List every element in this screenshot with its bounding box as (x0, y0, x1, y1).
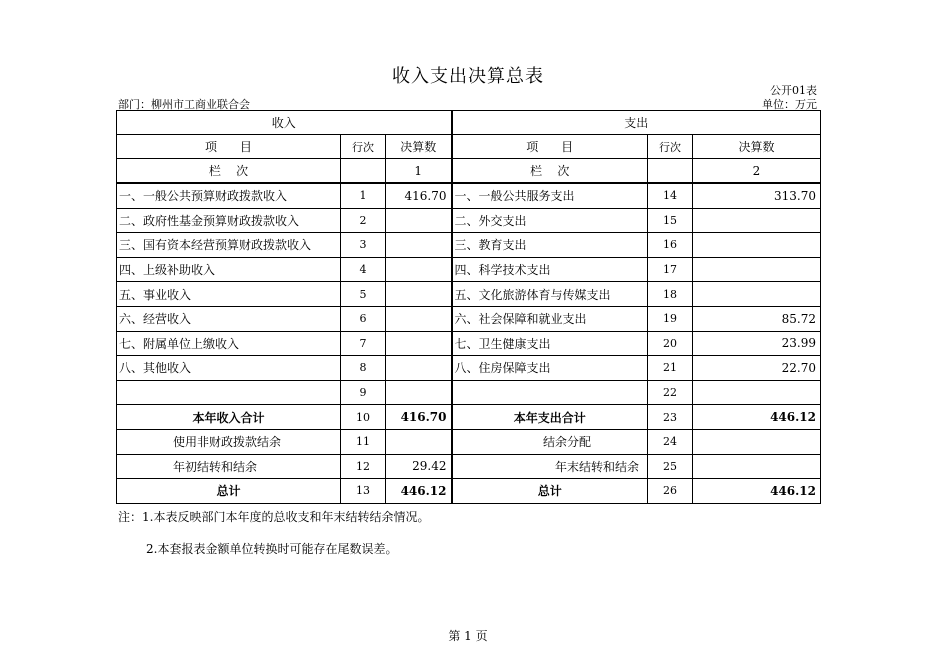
line-number: 2 (341, 208, 386, 233)
table-row (117, 380, 821, 405)
income-amount (386, 282, 452, 307)
nonfiscal-row (117, 429, 821, 454)
grand-expense-total-amount: 446.12 (693, 479, 821, 504)
empty-cell (341, 159, 386, 184)
expense-item: 一、一般公共服务支出 (452, 183, 648, 208)
form-code: 公开01表 (770, 84, 817, 97)
table-row (117, 306, 821, 331)
line-number: 26 (648, 479, 693, 504)
expense-column-label: 栏 次 (452, 159, 648, 184)
line-number: 20 (648, 331, 693, 356)
expense-amount (693, 233, 821, 258)
expense-amount: 23.99 (693, 331, 821, 356)
income-item: 一、一般公共预算财政拨款收入 (117, 183, 341, 208)
expense-item-header: 项 目 (452, 135, 648, 159)
page-title: 收入支出决算总表 (392, 66, 544, 87)
expense-amount (693, 208, 821, 233)
expense-item: 八、住房保障支出 (452, 356, 648, 381)
expense-item: 七、卫生健康支出 (452, 331, 648, 356)
income-amount-header: 决算数 (386, 135, 452, 159)
grand-expense-total-label: 总计 (452, 479, 648, 504)
income-amount (386, 233, 452, 258)
income-amount (386, 306, 452, 331)
income-item: 二、政府性基金预算财政拨款收入 (117, 208, 341, 233)
page-number: 第 1 页 (448, 629, 488, 643)
line-number: 23 (648, 405, 693, 430)
line-number: 16 (648, 233, 693, 258)
table-row (117, 233, 821, 258)
nonfiscal-label: 使用非财政拨款结余 (117, 429, 341, 454)
expense-amount: 313.70 (693, 183, 821, 208)
nonfiscal-amount (386, 429, 452, 454)
carryover-row (117, 454, 821, 479)
line-number: 21 (648, 356, 693, 381)
income-column-number: 1 (386, 159, 452, 184)
line-number: 10 (341, 405, 386, 430)
line-number: 1 (341, 183, 386, 208)
header-row-column-numbers (117, 159, 821, 184)
line-number: 3 (341, 233, 386, 258)
grand-income-total-label: 总计 (117, 479, 341, 504)
income-column-label: 栏 次 (117, 159, 341, 184)
expense-item (452, 380, 648, 405)
expense-item: 四、科学技术支出 (452, 257, 648, 282)
table-row (117, 282, 821, 307)
income-item: 四、上级补助收入 (117, 257, 341, 282)
surplus-allocation-amount (693, 429, 821, 454)
line-number: 18 (648, 282, 693, 307)
expense-amount: 85.72 (693, 306, 821, 331)
expense-item: 三、教育支出 (452, 233, 648, 258)
empty-cell (648, 159, 693, 184)
income-item: 五、事业收入 (117, 282, 341, 307)
grand-total-row (117, 479, 821, 504)
header-row-columns (117, 135, 821, 159)
expense-amount-header: 决算数 (693, 135, 821, 159)
line-number: 4 (341, 257, 386, 282)
expense-amount (693, 257, 821, 282)
income-item-header: 项 目 (117, 135, 341, 159)
expense-amount (693, 282, 821, 307)
line-number: 13 (341, 479, 386, 504)
line-number: 6 (341, 306, 386, 331)
table-row (117, 356, 821, 381)
table-row (117, 183, 821, 208)
line-number: 14 (648, 183, 693, 208)
year-expense-total-label: 本年支出合计 (452, 405, 648, 430)
income-item: 六、经营收入 (117, 306, 341, 331)
income-amount (386, 331, 452, 356)
line-number: 17 (648, 257, 693, 282)
expense-header: 支出 (452, 111, 821, 135)
line-number: 9 (341, 380, 386, 405)
income-header: 收入 (117, 111, 452, 135)
year-expense-total-amount: 446.12 (693, 405, 821, 430)
beginning-carryover-label: 年初结转和结余 (117, 454, 341, 479)
line-number: 12 (341, 454, 386, 479)
income-amount (386, 356, 452, 381)
expense-item: 二、外交支出 (452, 208, 648, 233)
year-income-total-label: 本年收入合计 (117, 405, 341, 430)
income-amount (386, 380, 452, 405)
beginning-carryover-amount: 29.42 (386, 454, 452, 479)
expense-column-number: 2 (693, 159, 821, 184)
grand-income-total-amount: 446.12 (386, 479, 452, 504)
line-number: 15 (648, 208, 693, 233)
table-row (117, 208, 821, 233)
expense-amount (693, 380, 821, 405)
line-number: 8 (341, 356, 386, 381)
income-amount: 416.70 (386, 183, 452, 208)
expense-item: 五、文化旅游体育与传媒支出 (452, 282, 648, 307)
surplus-allocation-label: 结余分配 (452, 429, 648, 454)
line-number: 25 (648, 454, 693, 479)
expense-line-header: 行次 (648, 135, 693, 159)
income-expense-table (116, 110, 821, 504)
income-item: 八、其他收入 (117, 356, 341, 381)
ending-carryover-label: 年末结转和结余 (452, 454, 648, 479)
line-number: 11 (341, 429, 386, 454)
unit-label: 单位：万元 (762, 98, 817, 111)
note-2: 2.本套报表金额单位转换时可能存在尾数误差。 (146, 542, 398, 556)
header-row-sections (117, 111, 821, 135)
year-total-row (117, 405, 821, 430)
year-income-total-amount: 416.70 (386, 405, 452, 430)
income-line-header: 行次 (341, 135, 386, 159)
table-row (117, 331, 821, 356)
line-number: 7 (341, 331, 386, 356)
expense-item: 六、社会保障和就业支出 (452, 306, 648, 331)
line-number: 22 (648, 380, 693, 405)
note-1: 注：1.本表反映部门本年度的总收支和年末结转结余情况。 (118, 510, 430, 524)
income-item (117, 380, 341, 405)
ending-carryover-amount (693, 454, 821, 479)
income-item: 七、附属单位上缴收入 (117, 331, 341, 356)
line-number: 5 (341, 282, 386, 307)
income-amount (386, 257, 452, 282)
line-number: 19 (648, 306, 693, 331)
expense-amount: 22.70 (693, 356, 821, 381)
income-amount (386, 208, 452, 233)
table-row (117, 257, 821, 282)
income-item: 三、国有资本经营预算财政拨款收入 (117, 233, 341, 258)
line-number: 24 (648, 429, 693, 454)
department-label: 部门：柳州市工商业联合会 (118, 98, 250, 111)
